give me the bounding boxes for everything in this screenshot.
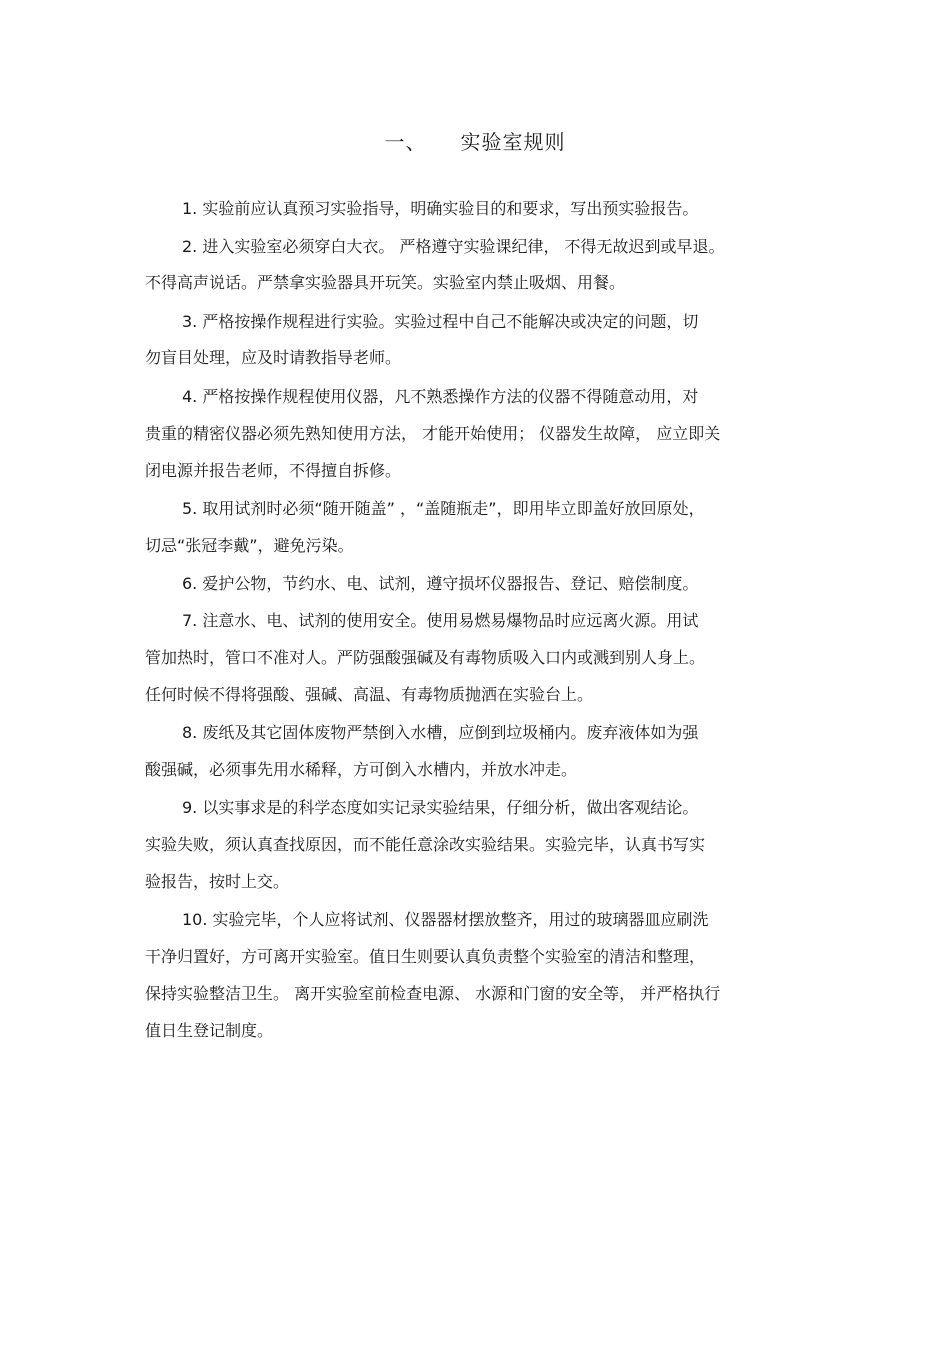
rule-4-line-2: 贵重的精密仪器必须先熟知使用方法， 才能开始使用； 仪器发生故障， 应立即关: [145, 424, 721, 443]
rule-7-line-3: 任何时候不得将强酸、强碱、高温、有毒物质抛洒在实验台上。: [145, 685, 594, 704]
title-number: 一、: [384, 130, 427, 154]
rule-3-line-2: 勿盲目处理，应及时请教指导老师。: [145, 348, 402, 367]
rule-8-line-2: 酸强碱，必须事先用水稀释，方可倒入水槽内，并放水冲走。: [145, 760, 578, 779]
rule-1-line-1: 1. 实验前应认真预习实验指导，明确实验目的和要求，写出预实验报告。: [182, 199, 699, 218]
rule-7-line-2: 管加热时，管口不准对人。严防强酸强碱及有毒物质吸入口内或溅到别人身上。: [145, 648, 706, 667]
rule-6-line-1: 6. 爱护公物，节约水、电、试剂，遵守损坏仪器报告、登记、赔偿制度。: [182, 574, 699, 593]
rule-10-line-3: 保持实验整洁卫生。 离开实验室前检查电源、 水源和门窗的安全等， 并严格执行: [145, 984, 721, 1003]
rule-9-line-1: 9. 以实事求是的科学态度如实记录实验结果，仔细分析，做出客观结论。: [182, 798, 699, 817]
rule-10-line-1: 10. 实验完毕，个人应将试剂、仪器器材摆放整齐，用过的玻璃器皿应刷洗: [182, 910, 709, 929]
rule-5-line-1: 5. 取用试剂时必须“随开随盖” ，“盖随瓶走”，即用毕立即盖好放回原处，: [182, 499, 705, 518]
rule-10-line-2: 干净归置好，方可离开实验室。值日生则要认真负责整个实验室的清洁和整理，: [145, 947, 706, 966]
rule-7-line-1: 7. 注意水、电、试剂的使用安全。使用易燃易爆物品时应远离火源。用试: [182, 611, 699, 630]
rule-8-line-1: 8. 废纸及其它固体废物严禁倒入水槽，应倒到垃圾桶内。废弃液体如为强: [182, 723, 699, 742]
rule-9-line-2: 实验失败，须认真查找原因，而不能任意涂改实验结果。实验完毕，认真书写实: [145, 835, 706, 854]
title-text: 实验室规则: [460, 130, 566, 154]
rule-2-line-2: 不得高声说话。严禁拿实验器具开玩笑。实验室内禁止吸烟、用餐。: [145, 273, 626, 292]
rule-5-line-2: 切忌“张冠李戴”，避免污染。: [145, 536, 354, 555]
rule-4-line-3: 闭电源并报告老师，不得擅自拆修。: [145, 461, 402, 480]
rule-3-line-1: 3. 严格按操作规程进行实验。实验过程中自己不能解决或决定的问题，切: [182, 312, 699, 331]
rule-4-line-1: 4. 严格按操作规程使用仪器，凡不熟悉操作方法的仪器不得随意动用，对: [182, 387, 699, 406]
rule-9-line-3: 验报告，按时上交。: [145, 872, 290, 891]
rule-2-line-1: 2. 进入实验室必须穿白大衣。 严格遵守实验课纪律， 不得无故迟到或早退。: [182, 237, 725, 256]
rule-10-line-4: 值日生登记制度。: [145, 1021, 274, 1040]
page-title: [0, 128, 950, 156]
